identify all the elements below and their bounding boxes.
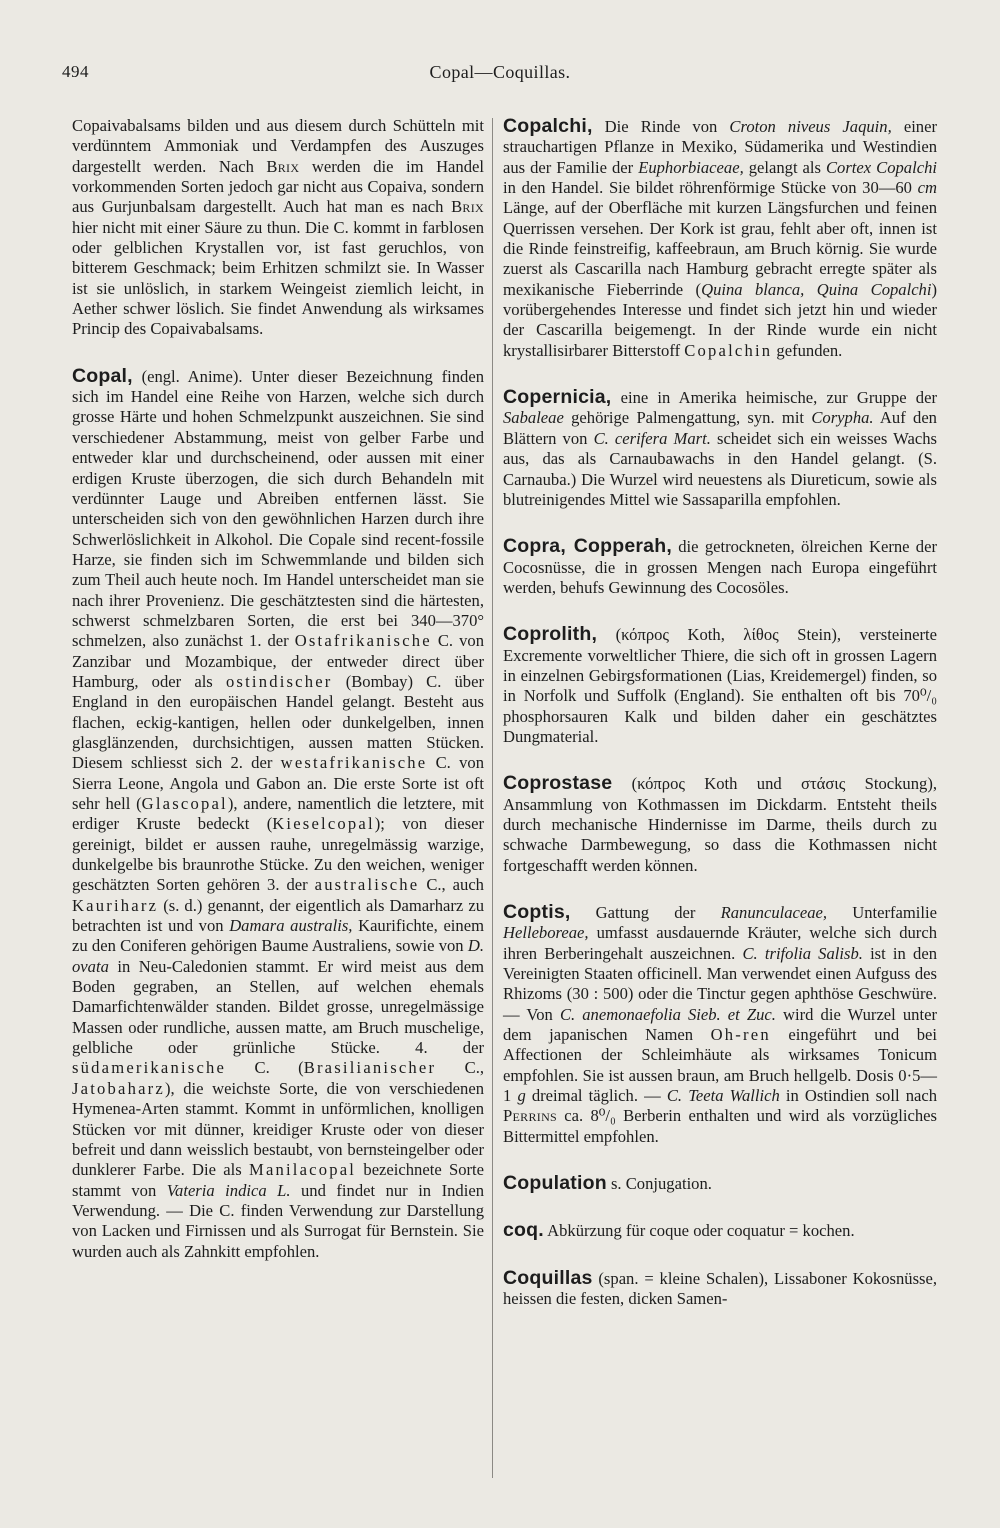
italic-term: Sabaleae xyxy=(503,408,564,428)
entry-coprostase xyxy=(503,773,937,876)
entry-text: ist in den Vereinigten Staaten officinell. Man verwendet einen Aufguss des Rhizoms (30 : 500) oder die Tinctur gegen aphthöse Geschwüre. — Von xyxy=(503,943,937,1024)
entry-text: hier nicht mit einer Säure zu thun. Die C. kommt in farblosen oder gelblichen Krystallen vor, ist fast geruchlos, von bitterem Geschmack; beim Erhitzen schmilzt sie. In Wasser ist sie unlöslich, in starkem Weingeist ziemlich leicht, in Aether schwer löslich. Sie findet Anwendung als wirksames Princip des Copaivabalsams. xyxy=(72,217,484,339)
entry-headword: Copra, Copperah, xyxy=(503,535,672,558)
spaced-term: Oh-ren xyxy=(710,1025,771,1045)
entry-text: (κόπρος Koth und στάσις Stockung), Ansammlung von Kothmassen im Dickdarm. Entsteht theils durch mechanische Hindernisse im Darme, theils durch zu schwache Darmbewegung, so dass die Kothmassen nicht fortgeschafft werden können. xyxy=(503,774,937,875)
spaced-term: Kauriharz xyxy=(72,895,159,915)
italic-term: D. ovata xyxy=(72,936,484,976)
spaced-term: Ostafrikanische xyxy=(294,631,432,651)
entry-text: ); von dieser gereinigt, bildet er aussen rauhe, unregelmässig warzige, dunkelgelbe bis braunrothe Stücke. Zu den weichen, weniger geschätzten Sorten gehören 3. der xyxy=(72,814,484,895)
entry-text: Kaurifichte, einem zu den Coniferen gehörigen Baume Australiens, sowie von xyxy=(72,916,484,956)
italic-term: Helleboreae, xyxy=(503,923,589,943)
page-number: 494 xyxy=(62,62,89,81)
entry-headword: Copulation xyxy=(503,1172,607,1195)
entry-text: Länge, auf der Oberfläche mit kurzen Längsfurchen und feinen Querrissen versehen. Der Kork ist grau, fehlt aber oft, innen ist die Rinde feinstreifig, kaffeebraun, am Bruch körnig. Sie wurde zuerst als Cascarilla nach Hamburg gebracht erregte später als mexikanische Fieberrinde ( xyxy=(503,198,937,299)
entry-coq xyxy=(503,1220,937,1241)
entry-coprolith xyxy=(503,624,937,747)
entry-text: gefunden. xyxy=(772,340,843,360)
entry-text: ), andere, namentlich die letztere, mit erdiger Kruste bedeckt ( xyxy=(72,794,484,834)
italic-term: Vateria indica L. xyxy=(166,1180,291,1200)
entry-text: s. Conjugation. xyxy=(606,1174,712,1194)
italic-term: C. trifolia Salisb. xyxy=(742,943,863,963)
italic-term: Damara australis, xyxy=(229,916,353,936)
italic-term: Corypha. xyxy=(811,408,874,428)
italic-term: Ranunculaceae, xyxy=(720,903,828,922)
entry-headword: coq. xyxy=(503,1219,544,1242)
spaced-term: ostindischer xyxy=(225,671,333,691)
italic-term: Euphorbiaceae, xyxy=(638,157,744,177)
author-name: Perrins xyxy=(503,1106,558,1126)
entry-copulation xyxy=(503,1173,937,1194)
entry-text: die getrockneten, ölreichen Kerne der Cocosnüsse, die in grossen Mengen nach Europa eingeführt werden, behufs Gewinnung des Cocosöles. xyxy=(503,537,937,597)
italic-term: C. anemonaefolia Sieb. et Zuc. xyxy=(559,1004,776,1024)
author-name: Brix xyxy=(266,156,300,176)
spaced-term: Glascopal xyxy=(141,794,228,813)
entry-text: in den Handel. Sie bildet röhrenförmige Stücke von 30—60 xyxy=(503,178,918,198)
entry-text: dreimal täglich. — xyxy=(525,1086,667,1106)
entry-copra xyxy=(503,536,937,598)
entry-text: einer strauchartigen Pflanze in Mexiko, Südamerika und Westindien aus der Familie der xyxy=(503,117,937,177)
entry-text: (engl. Anime). Unter dieser Bezeichnung finden sich im Handel eine Reihe von Harzen, welche sich durch grosse Härte und hohen Schmelzpunkt auszeichnen. Sie sind verschiedener Abstammung, meist von gelber Farbe und entweder klar und durchscheinend, oder aussen mit einer erdigen Kruste überzogen, die sich durch Behandeln mit verdünnter Lauge und Abreiben entfernen lässt. Sie unterscheiden sich von den gewöhnlichen Harzen durch ihre Schwerlöslichkeit in Alkohol. Die Copale sind recent-fossile Harze, sie finden sich im Schwemmlande und bilden sich zum Theil auch heute noch. Im Handel unterscheidet man sie nach ihrer Provenienz. Die geschätztesten sind die härtesten, schwerst schmelzbaren Sorten, die erst bei 340—370° schmelzen, also zunächst 1. der xyxy=(72,366,484,651)
entry-text: ca. 8⁰/₀ Berberin enthalten und wird als vorzügliches Bittermittel empfohlen. xyxy=(503,1106,937,1146)
entry-headword: Copernicia, xyxy=(503,386,612,409)
entry-text: eingeführt und bei Affectionen der Schleimhäute als wirksames Tonicum empfohlen. Sie ist aussen braun, am Bruch hellgelb. Dosis 0·5—1 xyxy=(503,1025,937,1106)
italic-term: Quina blanca, Quina Copalchi xyxy=(701,279,932,299)
entry-text: in Neu-Caledonien stammt. Er wird meist aus dem Boden gegraben, an Stellen, auf welchen ehemals Damarfichtenwälder standen. Bildet grosse, unregelmässige Massen oder rundliche, aussen matte, am Bruch muschelige, gelbliche oder grünliche Stücke. 4. der xyxy=(72,956,484,1058)
entry-text: (Bombay) C. über England in den europäischen Handel gelangt. Besteht aus flachen, eckig-kantigen, hellen oder dunkelgelben, innen glasglänzenden, durchsichtigen, aussen matten Stücken. Diesem schliesst sich 2. der xyxy=(72,671,484,773)
entry-headword: Copalchi, xyxy=(503,115,593,137)
entry-text: Gattung der xyxy=(570,903,721,922)
entry-headword: Coptis, xyxy=(503,901,571,923)
entry-headword: Coprolith, xyxy=(503,623,598,646)
entry-text: C. ( xyxy=(226,1058,304,1078)
entry-copalchi xyxy=(503,116,937,361)
spaced-term: südamerikanische xyxy=(72,1058,227,1078)
entry-copernicia xyxy=(503,387,937,510)
entry-text: gelangt als xyxy=(743,157,826,177)
italic-term: Cortex Copalchi xyxy=(825,157,937,177)
entry-copaiva-continuation xyxy=(72,116,484,340)
entry-text: gehörige Palmengattung, syn. mit xyxy=(563,408,812,428)
entry-text: Copaivabalsams bilden und aus diesem durch Schütteln mit verdünntem Ammoniak und Verdampfen des Auszuges dargestellt werden. Nach xyxy=(72,116,484,176)
entry-text: Auf den Blättern von xyxy=(503,408,937,448)
entry-text: wird die Wurzel unter dem japanischen Namen xyxy=(503,1004,937,1045)
right-column xyxy=(503,116,937,1310)
entry-text: Die Rinde von xyxy=(592,117,730,136)
entry-text: (κόπρος Koth, λίθος Stein), versteinerte Excremente vorweltlicher Thiere, die sich oft in grossen Lagern in einzelnen Gebirgsformationen (Lias, Kreidemergel) finden, so in Norfolk und Suffolk (England). Sie enthalten oft bis 70⁰/₀ phosphorsauren Kalk und bilden daher ein geschätztes Dungmaterial. xyxy=(503,625,937,746)
italic-term: C. cerifera Mart. xyxy=(593,428,711,448)
spaced-term: Copalchin xyxy=(684,340,773,360)
italic-term: Croton niveus Jaquin, xyxy=(729,117,892,136)
entry-coptis xyxy=(503,902,937,1147)
spaced-term: Manilacopal xyxy=(248,1160,357,1180)
italic-term: g xyxy=(517,1086,526,1106)
entry-text: und findet nur in Indien Verwendung. — Die C. finden Verwendung zur Darstellung von Lacken und Firnissen und als Surrogat für Bernstein. Sie wurden auch als Zahnkitt empfohlen. xyxy=(72,1180,484,1261)
entry-text: C. von Zanzibar und Mozambique, der entweder direct über Hamburg, oder als xyxy=(72,631,484,691)
entry-coquillas xyxy=(503,1268,937,1310)
spaced-term: Brasilianischer xyxy=(303,1058,437,1078)
entry-text: ) vorübergehendes Interesse und findet sich jetzt hin und wieder der Cascarilla beigemengt. In der Rinde wurde ein nicht krystallisirbarer Bitterstoff xyxy=(503,279,937,360)
entry-text: ), die weichste Sorte, die von verschiedenen Hymenea-Arten stammt. Kommt in unförmlichen, knolligen Stücken vor mit dünner, kreidiger Kruste oder von dieser befreit und dann weisslich bestaubt, von bernsteingelber oder dunklerer Farbe. Die als xyxy=(72,1078,484,1180)
italic-term: C. Teeta Wallich xyxy=(666,1086,780,1106)
entry-text: Unterfamilie xyxy=(827,903,937,922)
entry-headword: Copal, xyxy=(72,364,133,387)
entry-text: (s. d.) genannt, der eigentlich als Damarharz zu betrachten ist und von xyxy=(72,895,484,936)
running-head: Copal—Coquillas. xyxy=(429,62,571,82)
spaced-term: westafrikanische xyxy=(280,753,428,773)
entry-headword: Coquillas xyxy=(503,1266,593,1289)
italic-term: cm xyxy=(917,178,937,198)
entry-text: bezeichnete Sorte stammt von xyxy=(72,1160,484,1200)
entry-text: in Ostindien soll nach xyxy=(779,1086,938,1106)
entry-text: eine in Amerika heimische, zur Gruppe der xyxy=(611,388,937,408)
entry-text: C., xyxy=(436,1058,485,1078)
spaced-term: Kieselcopal xyxy=(272,814,375,834)
entry-headword: Coprostase xyxy=(503,772,613,795)
left-column xyxy=(72,116,484,1262)
entry-text: werden die im Handel vorkommenden Sorten jedoch gar nicht aus Copaiva, sondern aus Gurjunbalsam dargestellt. Auch hat man es nach xyxy=(72,156,484,217)
entry-text: C., auch xyxy=(419,875,484,895)
entry-text: umfasst ausdauernde Kräuter, welche sich durch ihren Berberingehalt auszeichnen. xyxy=(503,923,937,963)
entry-text: (span. = kleine Schalen), Lissaboner Kokosnüsse, heissen die festen, dicken Samen- xyxy=(503,1268,937,1309)
entry-text: scheidet sich ein weisses Wachs aus, das als Carnaubawachs in den Handel gelangt. (S. Carnauba.) Die Wurzel wird neuestens als Diureticum, sowie als blutreinigendes Mittel wie Sassaparilla empfohlen. xyxy=(503,428,938,509)
column-divider xyxy=(492,118,493,1478)
author-name: Brix xyxy=(451,197,484,217)
spaced-term: australische xyxy=(314,875,420,895)
entry-text: Abkürzung für coque oder coquatur = kochen. xyxy=(543,1221,855,1241)
entry-text: C. von Sierra Leone, Angola und Gabon an. Die erste Sorte ist oft sehr hell ( xyxy=(72,753,484,813)
entry-copal xyxy=(72,366,484,1262)
spaced-term: Jatobaharz xyxy=(72,1078,165,1098)
